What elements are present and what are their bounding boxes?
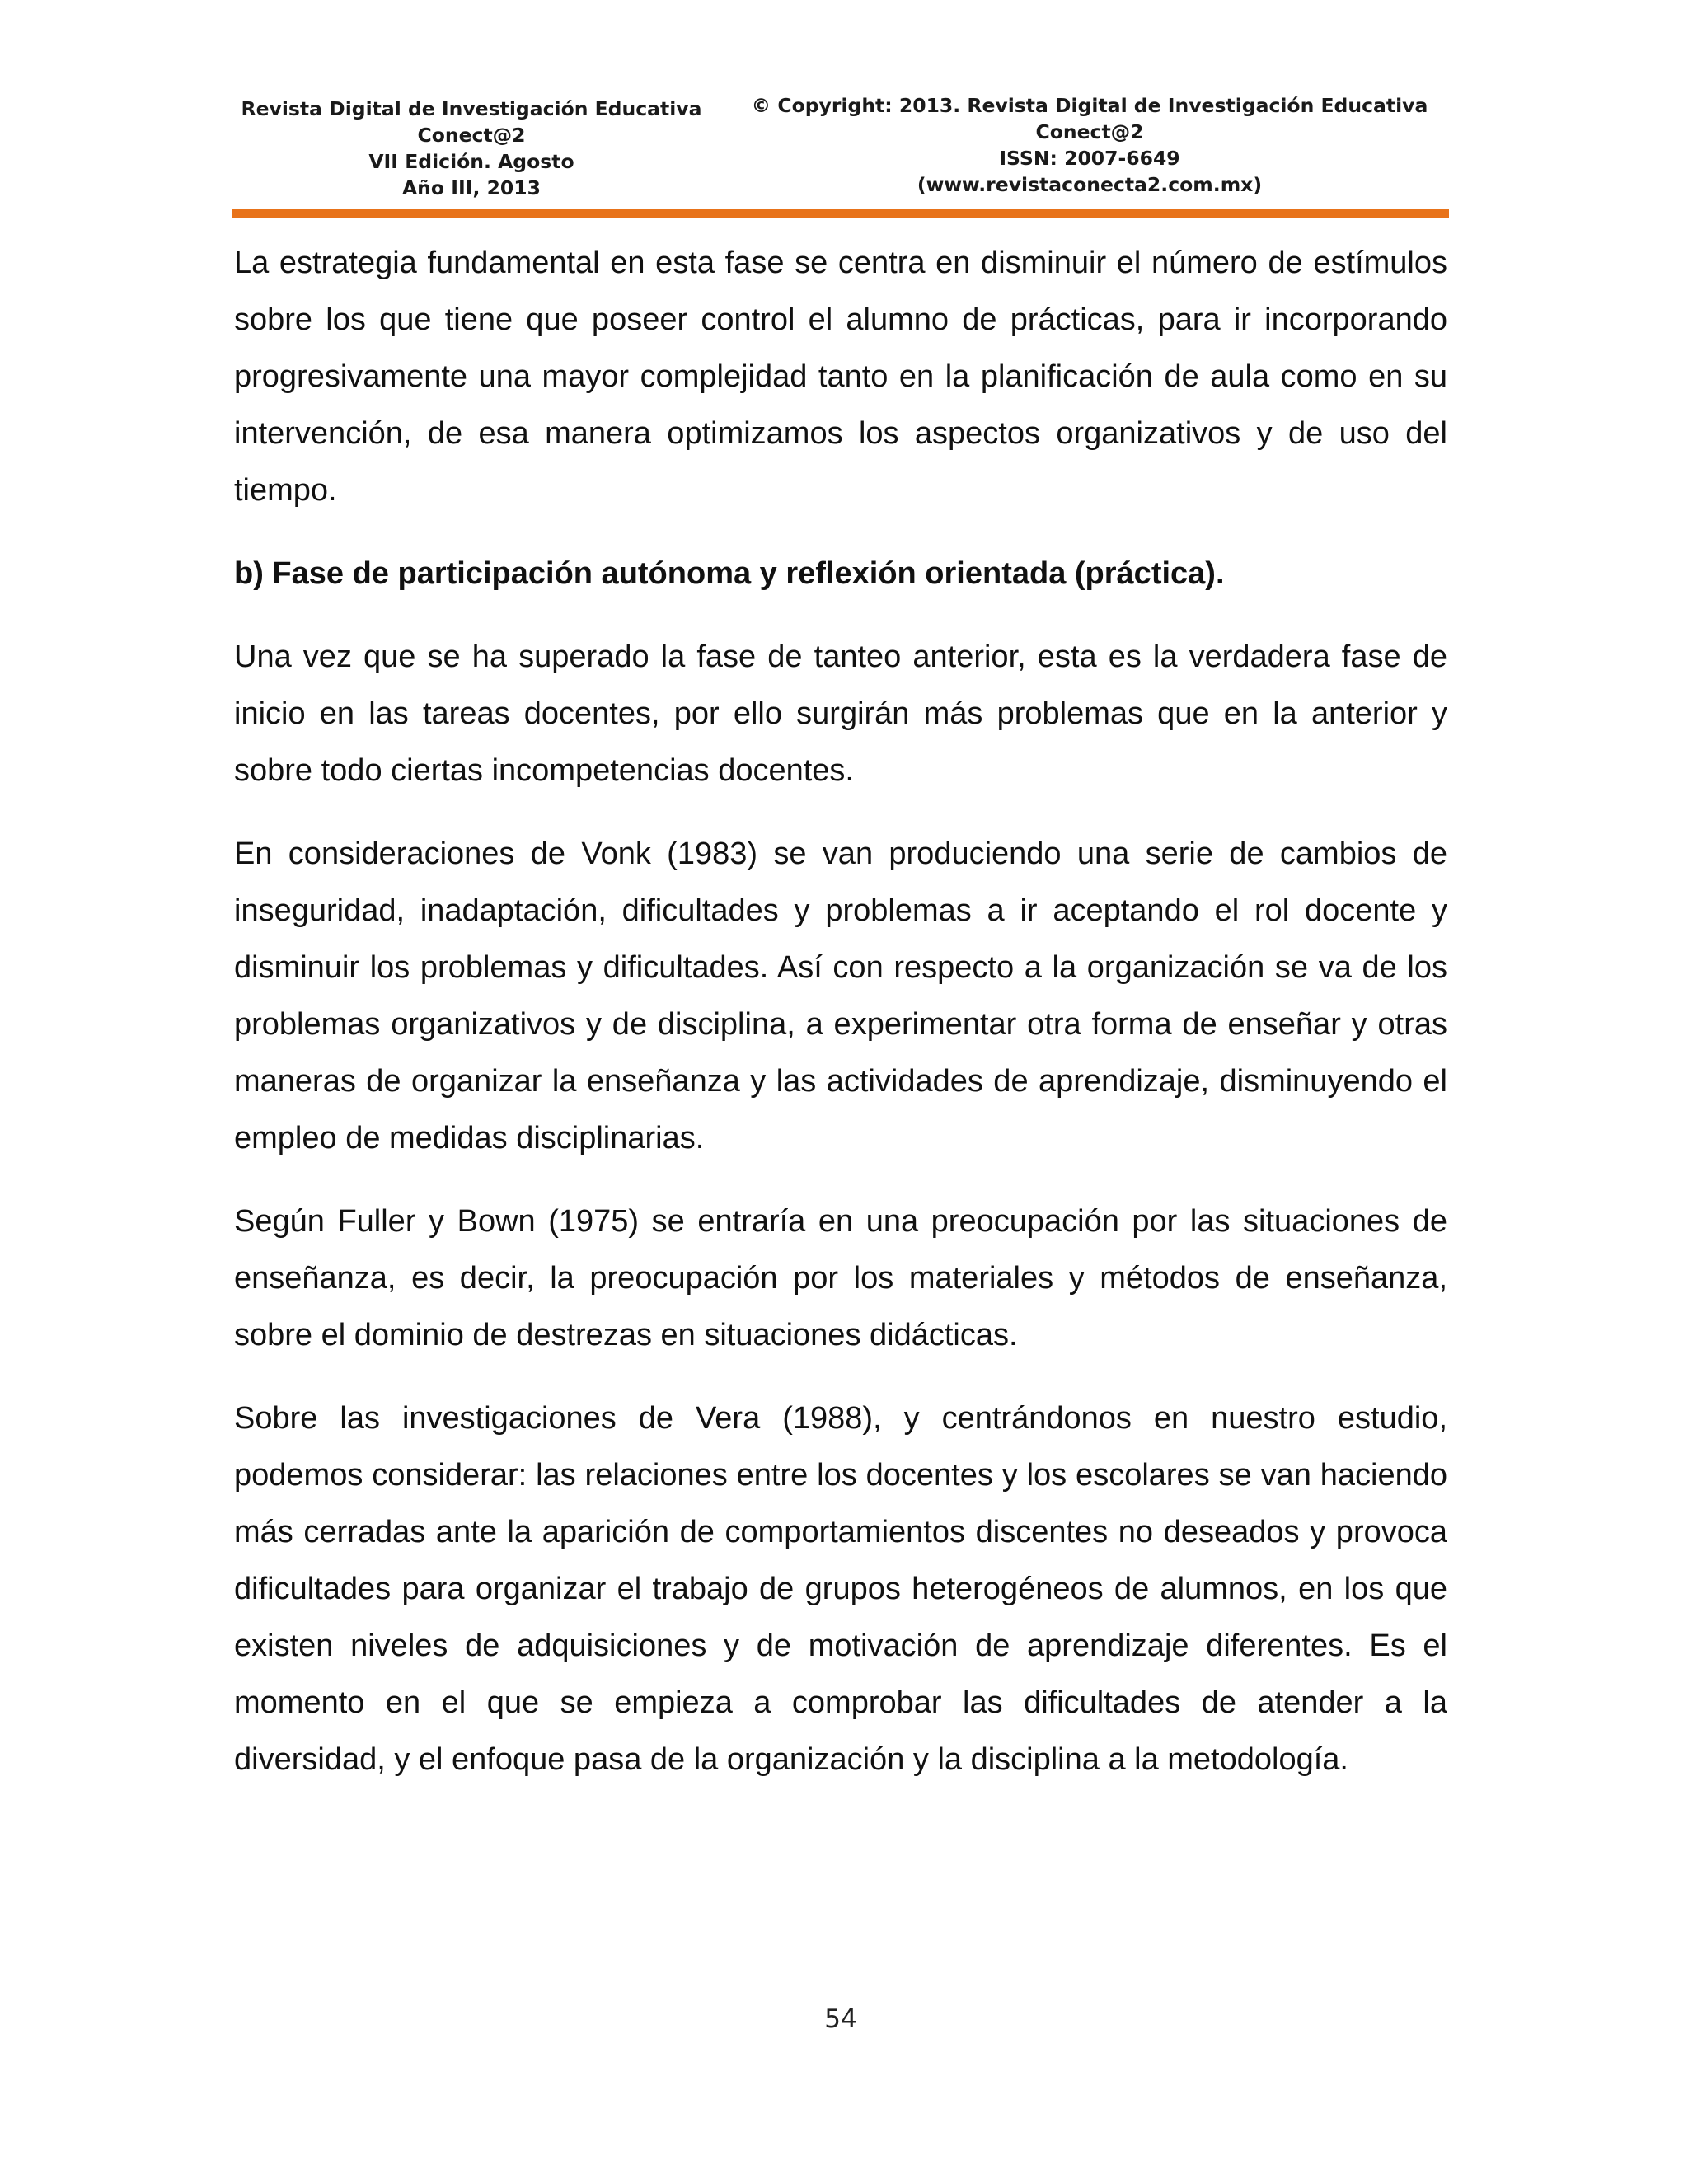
paragraph-3: En consideraciones de Vonk (1983) se van produciendo una serie de cambios de inseguridad, inadaptación, dificultades y problemas a ir aceptando el rol docente y disminuir los problemas y dificultades. Así con respecto a la organización se va de los problemas organizativos y de disciplina, a experimentar otra forma de enseñar y otras maneras de organizar la enseñanza y las actividades de aprendizaje, disminuyendo el empleo de medidas disciplinarias.: [234, 837, 1447, 1155]
journal-year: Año III, 2013: [402, 176, 541, 199]
journal-edition: VII Edición. Agosto: [368, 150, 574, 173]
section-heading: b) Fase de participación autónoma y reflexión orientada (práctica).: [234, 556, 1225, 591]
paragraph-5: Sobre las investigaciones de Vera (1988), y centrándonos en nuestro estudio, podemos considerar: las relaciones entre los docentes y los escolares se van haciendo más cerradas ante la aparición de comportamientos discentes no deseados y provoca dificultades para organizar el trabajo de grupos heterogéneos de alumnos, en los que existen niveles de adquisiciones y de motivación de aprendizaje diferentes. Es el momento en el que se empieza a comprobar las dificultades de atender a la diversidad, y el enfoque pasa de la organización y la disciplina a la metodología.: [234, 1401, 1447, 1777]
website-url[interactable]: (www.revistaconecta2.com.mx): [917, 173, 1263, 196]
journal-title: Revista Digital de Investigación Educativa: [241, 97, 702, 120]
page-number: 54: [824, 2004, 857, 2034]
paragraph-2: Una vez que se ha superado la fase de tanteo anterior, esta es la verdadera fase de inicio en las tareas docentes, por ello surgirán más problemas que en la anterior y sobre todo ciertas incompetencias docentes.: [234, 640, 1447, 788]
copyright-info: [743, 92, 1436, 198]
issn: ISSN: 2007-6649: [999, 147, 1180, 170]
journal-info: [232, 96, 710, 201]
copyright-journal-name: Conect@2: [1035, 120, 1144, 143]
copyright-line: © Copyright: 2013. Revista Digital de Investigación Educativa: [751, 94, 1428, 117]
paragraph-4: Según Fuller y Bown (1975) se entraría en una preocupación por las situaciones de enseñanza, es decir, la preocupación por los materiales y métodos de enseñanza, sobre el dominio de destrezas en situaciones didácticas.: [234, 1204, 1447, 1352]
header-divider: [232, 209, 1449, 218]
paragraph-1: La estrategia fundamental en esta fase se centra en disminuir el número de estímulos sobre los que tiene que poseer control el alumno de prácticas, para ir incorporando progresivamente una mayor complejidad tanto en la planificación de aula como en su intervención, de esa manera optimizamos los aspectos organizativos y de uso del tiempo.: [234, 246, 1447, 508]
document-body: [234, 235, 1447, 1788]
page-header: [232, 92, 1436, 206]
journal-name: Conect@2: [417, 124, 526, 147]
